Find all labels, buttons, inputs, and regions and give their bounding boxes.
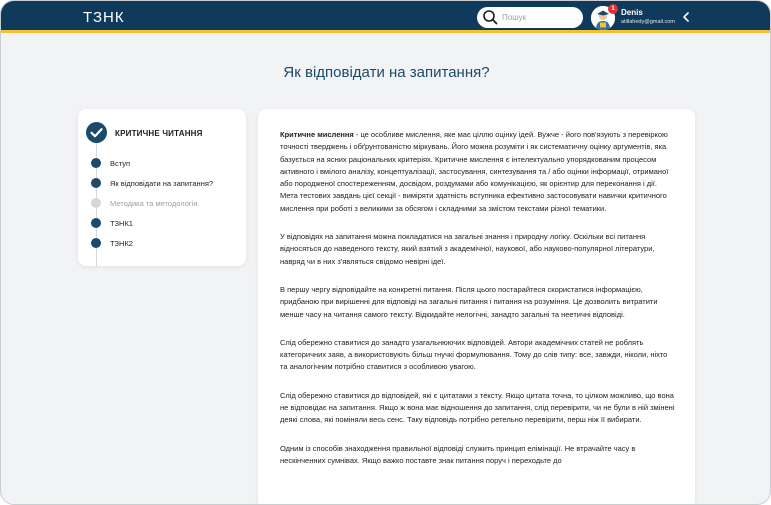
toc-item-label: ТЗНК2 bbox=[110, 239, 133, 248]
article-paragraph: Слід обережно ставитися до занадто узагальнюючих відповідей. Автори академічних статей не роблять категоричних заяв, а використовують більш гнучкі формулювання. Тому до слів типу: все, завжди, ніколи, ніхто та аналогічним потрібно ставитися з особливою увагою. bbox=[280, 337, 668, 372]
chevron-left-icon[interactable] bbox=[682, 12, 690, 22]
article-card bbox=[258, 109, 695, 505]
user-email: atillahedy@gmail.com bbox=[621, 19, 675, 25]
table-of-contents bbox=[78, 109, 246, 266]
toc-dot-icon bbox=[91, 238, 101, 248]
article-paragraph: Слід обережно ставитися до відповідей, які є цитатами з тексту. Якщо цитата точна, то цілком можливо, що вона не відповідає на запитання. Якщо ж вона має відношення до запитання, слід перевірити, чи не були в ній змінені деякі слова, які поміняли весь сенс. Таку відповідь потрібно ретельно перевірити, перш ніж її вибирати. bbox=[280, 390, 675, 425]
search-box[interactable] bbox=[477, 7, 583, 28]
article-paragraph: Одним із способів знаходження правильної відповіді служить принцип елімінації. Не втрачайте часу в нескінченних сумнівах. Якщо важко поставте знак питання поруч і переходьте до bbox=[280, 443, 636, 465]
site-logo[interactable]: ТЗНК bbox=[83, 9, 125, 26]
article-paragraph bbox=[280, 129, 676, 215]
article-paragraph: У відповідях на запитання можна покладатися на загальні знання і природну логіку. Оскільки всі питання відносяться до наведеного тексту, який взятий з академічної, наукової, або науково-популярної літератури, навряд чи в них з'являться свідомо невірні ідеї. bbox=[280, 232, 655, 266]
toc-section-title[interactable]: КРИТИЧНЕ ЧИТАННЯ bbox=[115, 129, 203, 138]
search-input[interactable] bbox=[502, 10, 578, 25]
user-name: Denis bbox=[621, 8, 643, 17]
toc-dot-icon bbox=[91, 198, 101, 208]
top-header bbox=[1, 1, 770, 33]
toc-dot-icon bbox=[91, 178, 101, 188]
article-term: Критичне мислення bbox=[280, 130, 354, 139]
toc-dot-icon bbox=[91, 218, 101, 228]
toc-item-label: Як відповідати на запитання? bbox=[110, 179, 214, 188]
page-title: Як відповідати на запитання? bbox=[283, 64, 490, 81]
toc-item-label: Вступ bbox=[110, 159, 131, 168]
toc-item-label: Методика та методологія. bbox=[110, 199, 200, 208]
article-paragraph: В першу чергу відповідайте на конкретні питання. Після цього постарайтеся скористатися інформацією, придбаною при вирішенні для відповіді на загальні питання і питання на розуміння. Це дозволить витратити менше часу на читання самого тексту. Відкидайте нелогічні, занадто загальні та неетичні відповіді. bbox=[280, 284, 658, 319]
article-text: - це особливе мислення, яке має ціллю оцінку ідей. Вужче - його пов'язують з перевіркою точності тверджень і обґрунтованістю міркувань. Його можна розуміти і як систематичну оцінку аргументів, яка базується на ясних раціональних критеріях. Критичне мислення є інтелектуально упорядкованим процесом активного і вмілого аналізу, концептуалізації, застосування, синтезування та / або оцінки інформації, отриманої або породженої спостереженням, досвідом, роздумами або комунікацією, як орієнтир для переконання і дії. Мета тестових завдань цієї секції - виміряти здатність вступника ефективно застосовувати навички критичного мислення при роботі з великими за обсягом і складними за змістом текстами різної тематики. bbox=[280, 130, 669, 213]
search-icon[interactable] bbox=[482, 9, 498, 25]
toc-dot-icon bbox=[91, 158, 101, 168]
article-body bbox=[280, 129, 676, 483]
notification-badge[interactable]: 1 bbox=[608, 4, 618, 14]
completed-check-icon bbox=[86, 122, 107, 143]
toc-item-label: ТЗНК1 bbox=[110, 219, 133, 228]
